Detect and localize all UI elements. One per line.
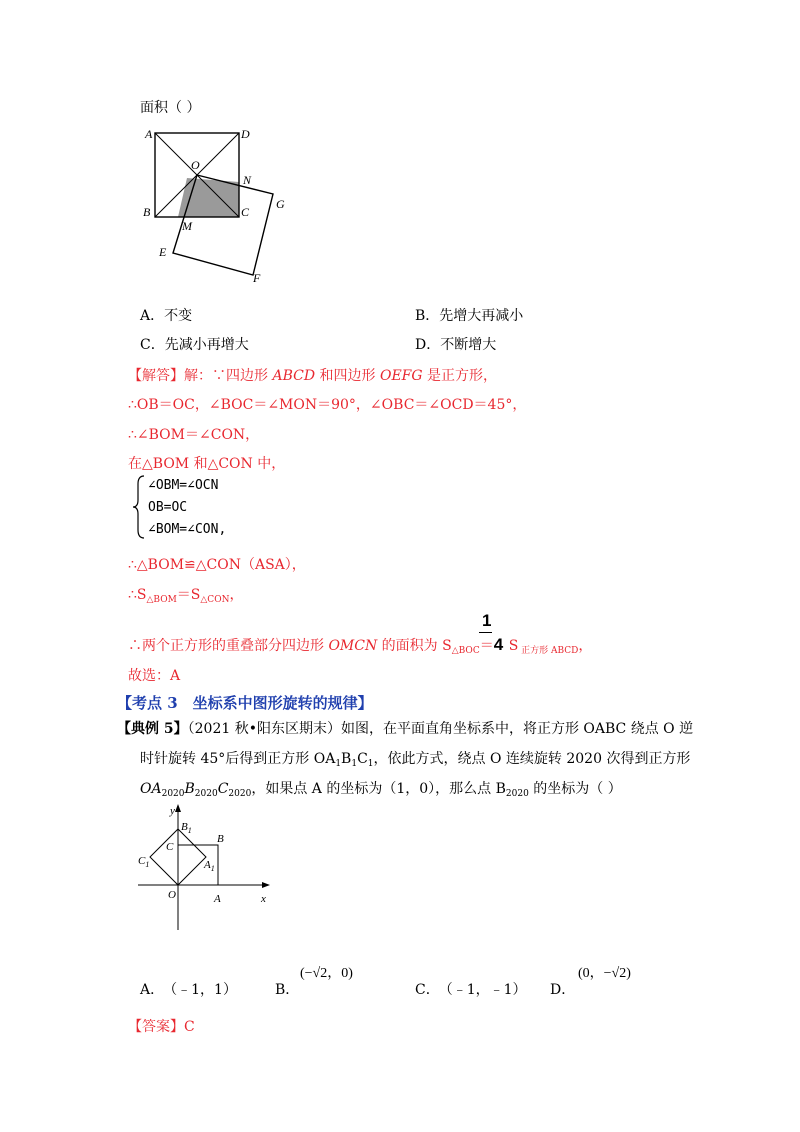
label-c1: $C_1$ — [138, 855, 150, 869]
example-line-1: 【典例 5】（2021 秋•阳东区期末）如图，在平面直角坐标系中，将正方形 OABC 绕点 O 逆 — [117, 721, 694, 737]
label-f: F — [253, 271, 261, 285]
solution-line-4: 在△BOM 和△CON 中， — [128, 456, 286, 472]
system-eq-2: OB=OC — [148, 500, 188, 515]
example-option-c: C． （﹣1，﹣1） — [415, 982, 527, 998]
answer-line: 【答案】C — [128, 1019, 195, 1035]
x-axis-arrow — [262, 882, 270, 888]
example-option-b-letter: B． — [275, 982, 300, 998]
solution-line-5: ∴△BOM≌△CON（ASA）， — [128, 557, 306, 573]
label-g: G — [276, 197, 285, 211]
label-c: C — [241, 205, 250, 219]
solution-line-6: $\therefore S_{\triangle BOM}=S_{\triangle CON}$， — [128, 587, 244, 605]
label-a2: A — [214, 893, 221, 905]
label-a: A — [145, 127, 153, 141]
option-c: C．先减小再增大 — [140, 337, 249, 353]
fraction-denominator: 4 — [493, 635, 504, 654]
system-eq-1: ∠OBM=∠OCN — [148, 478, 219, 493]
label-b2: B — [217, 833, 224, 845]
label-b: B — [143, 205, 151, 219]
label-o: O — [191, 158, 200, 172]
label-e: E — [159, 245, 167, 259]
label-m: M — [182, 219, 192, 233]
example-line-3: $OA_{2020}B_{2020}C_{2020}$，如果点 A 的坐标为（1，0），那么点 $B_{2020}$ 的坐标为（ ） — [140, 781, 622, 799]
option-b: B．先增大再减小 — [415, 308, 524, 324]
example-option-d-letter: D． — [550, 982, 576, 998]
option-a: A．不变 — [140, 308, 193, 324]
label-x: x — [261, 893, 266, 905]
label-a1: $A_1$ — [204, 859, 215, 873]
question-tail: 面积（ ） — [140, 100, 201, 116]
example-line-2: 时针旋转 45°后得到正方形 $OA_1B_1C_1$，依此方式，绕点 O 连续旋转 2020 次得到正方形 — [140, 751, 691, 769]
example-option-d: (0，−√2) — [578, 966, 631, 981]
label-b1: $B_1$ — [181, 821, 192, 835]
example-option-a: A． （﹣1，1） — [140, 982, 237, 998]
fraction-bar — [479, 632, 492, 633]
system-brace — [132, 474, 146, 540]
fraction-numerator: 1 — [482, 611, 492, 630]
example-option-b: (−√2，0) — [300, 966, 353, 981]
y-axis-arrow — [175, 804, 181, 812]
solution-line-8: 故选：A — [128, 668, 181, 684]
label-o2: O — [168, 889, 176, 901]
solution-line-7: ∴两个正方形的重叠部分四边形 OMCN 的面积为 $S_{\triangle BOC}=4$ S $_{正方形 ABCD}$， — [128, 635, 593, 656]
square-rotation-figure — [135, 122, 305, 292]
solution-line-3: ∴∠BOM＝∠CON， — [128, 427, 260, 443]
coordinate-figure — [130, 800, 280, 935]
solution-line-2: ∴OB＝OC，∠BOC＝∠MON＝90°，∠OBC＝∠OCD＝45°， — [128, 397, 527, 413]
label-n: N — [243, 173, 252, 187]
label-d: D — [241, 127, 250, 141]
section-title: 【考点 3 坐标系中图形旋转的规律】 — [117, 694, 373, 712]
system-eq-3: ∠BOM=∠CON, — [148, 522, 227, 537]
label-y: y — [170, 805, 175, 817]
solution-line-1: 【解答】解：∵四边形 ABCD 和四边形 OEFG 是正方形， — [128, 368, 498, 384]
option-d: D．不断增大 — [415, 337, 497, 353]
label-c2: C — [166, 841, 174, 853]
